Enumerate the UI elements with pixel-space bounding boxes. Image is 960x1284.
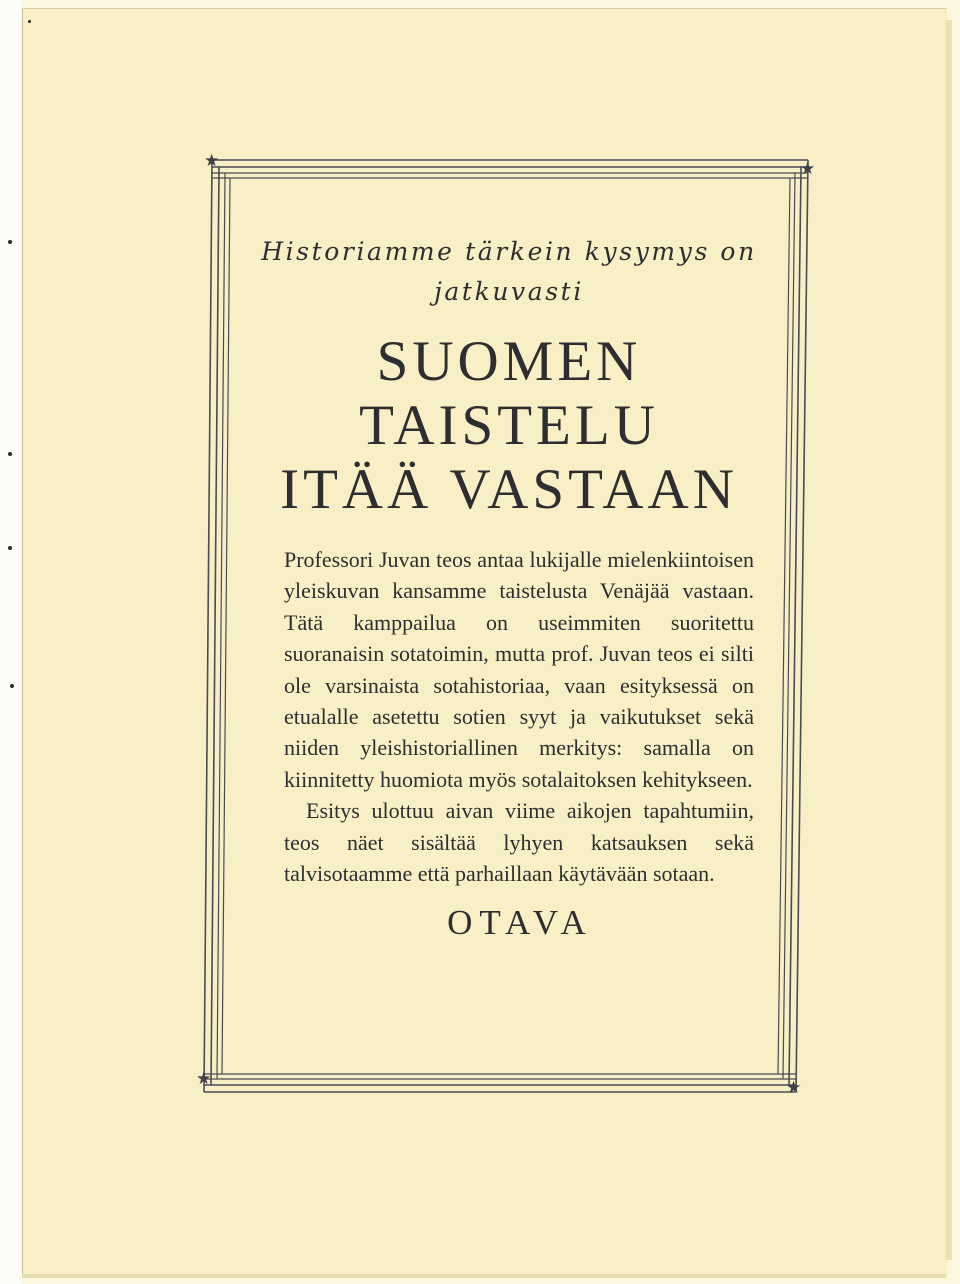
star-icon: ★ [800,159,816,179]
cover-blurb [284,544,754,889]
blurb-paragraph: Professori Juvan teos antaa lukijalle mielenkiintoisen yleiskuvan kansamme taistelusta Venäjää vastaan. Tätä kamppailua on useimmiten suoritettu suoranaisin sotatoimin, mutta prof. Juvan teos ei silti ole varsinaista sotahistoriaa, vaan esityksessä on etualalle asetettu sotien syyt ja vaikutukset sekä niiden yleishistoriallinen merkitys: samalla on kiinnitetty huomiota myös sotalaitoksen kehitykseen. [284,547,754,792]
book-title-line: SUOMEN [376,330,642,393]
book-title-line: ITÄÄ VASTAAN [280,458,738,521]
star-icon: ★ [786,1078,802,1098]
publisher-name: OTAVA [447,903,593,943]
cover-text-block [258,232,760,943]
cover-subtitle: Historiamme tärkein kysymys on jatkuvasti [261,237,757,306]
star-icon: ★ [196,1069,212,1089]
book-title [258,330,760,522]
book-title-line: TAISTELU [359,394,659,457]
star-icon: ★ [204,151,220,171]
blurb-paragraph: Esitys ulottuu aivan viime aikojen tapahtumiin, teos näet sisältää lyhyen katsauksen sekä talvisotaamme että parhaillaan käytävään sotaan. [284,798,754,887]
